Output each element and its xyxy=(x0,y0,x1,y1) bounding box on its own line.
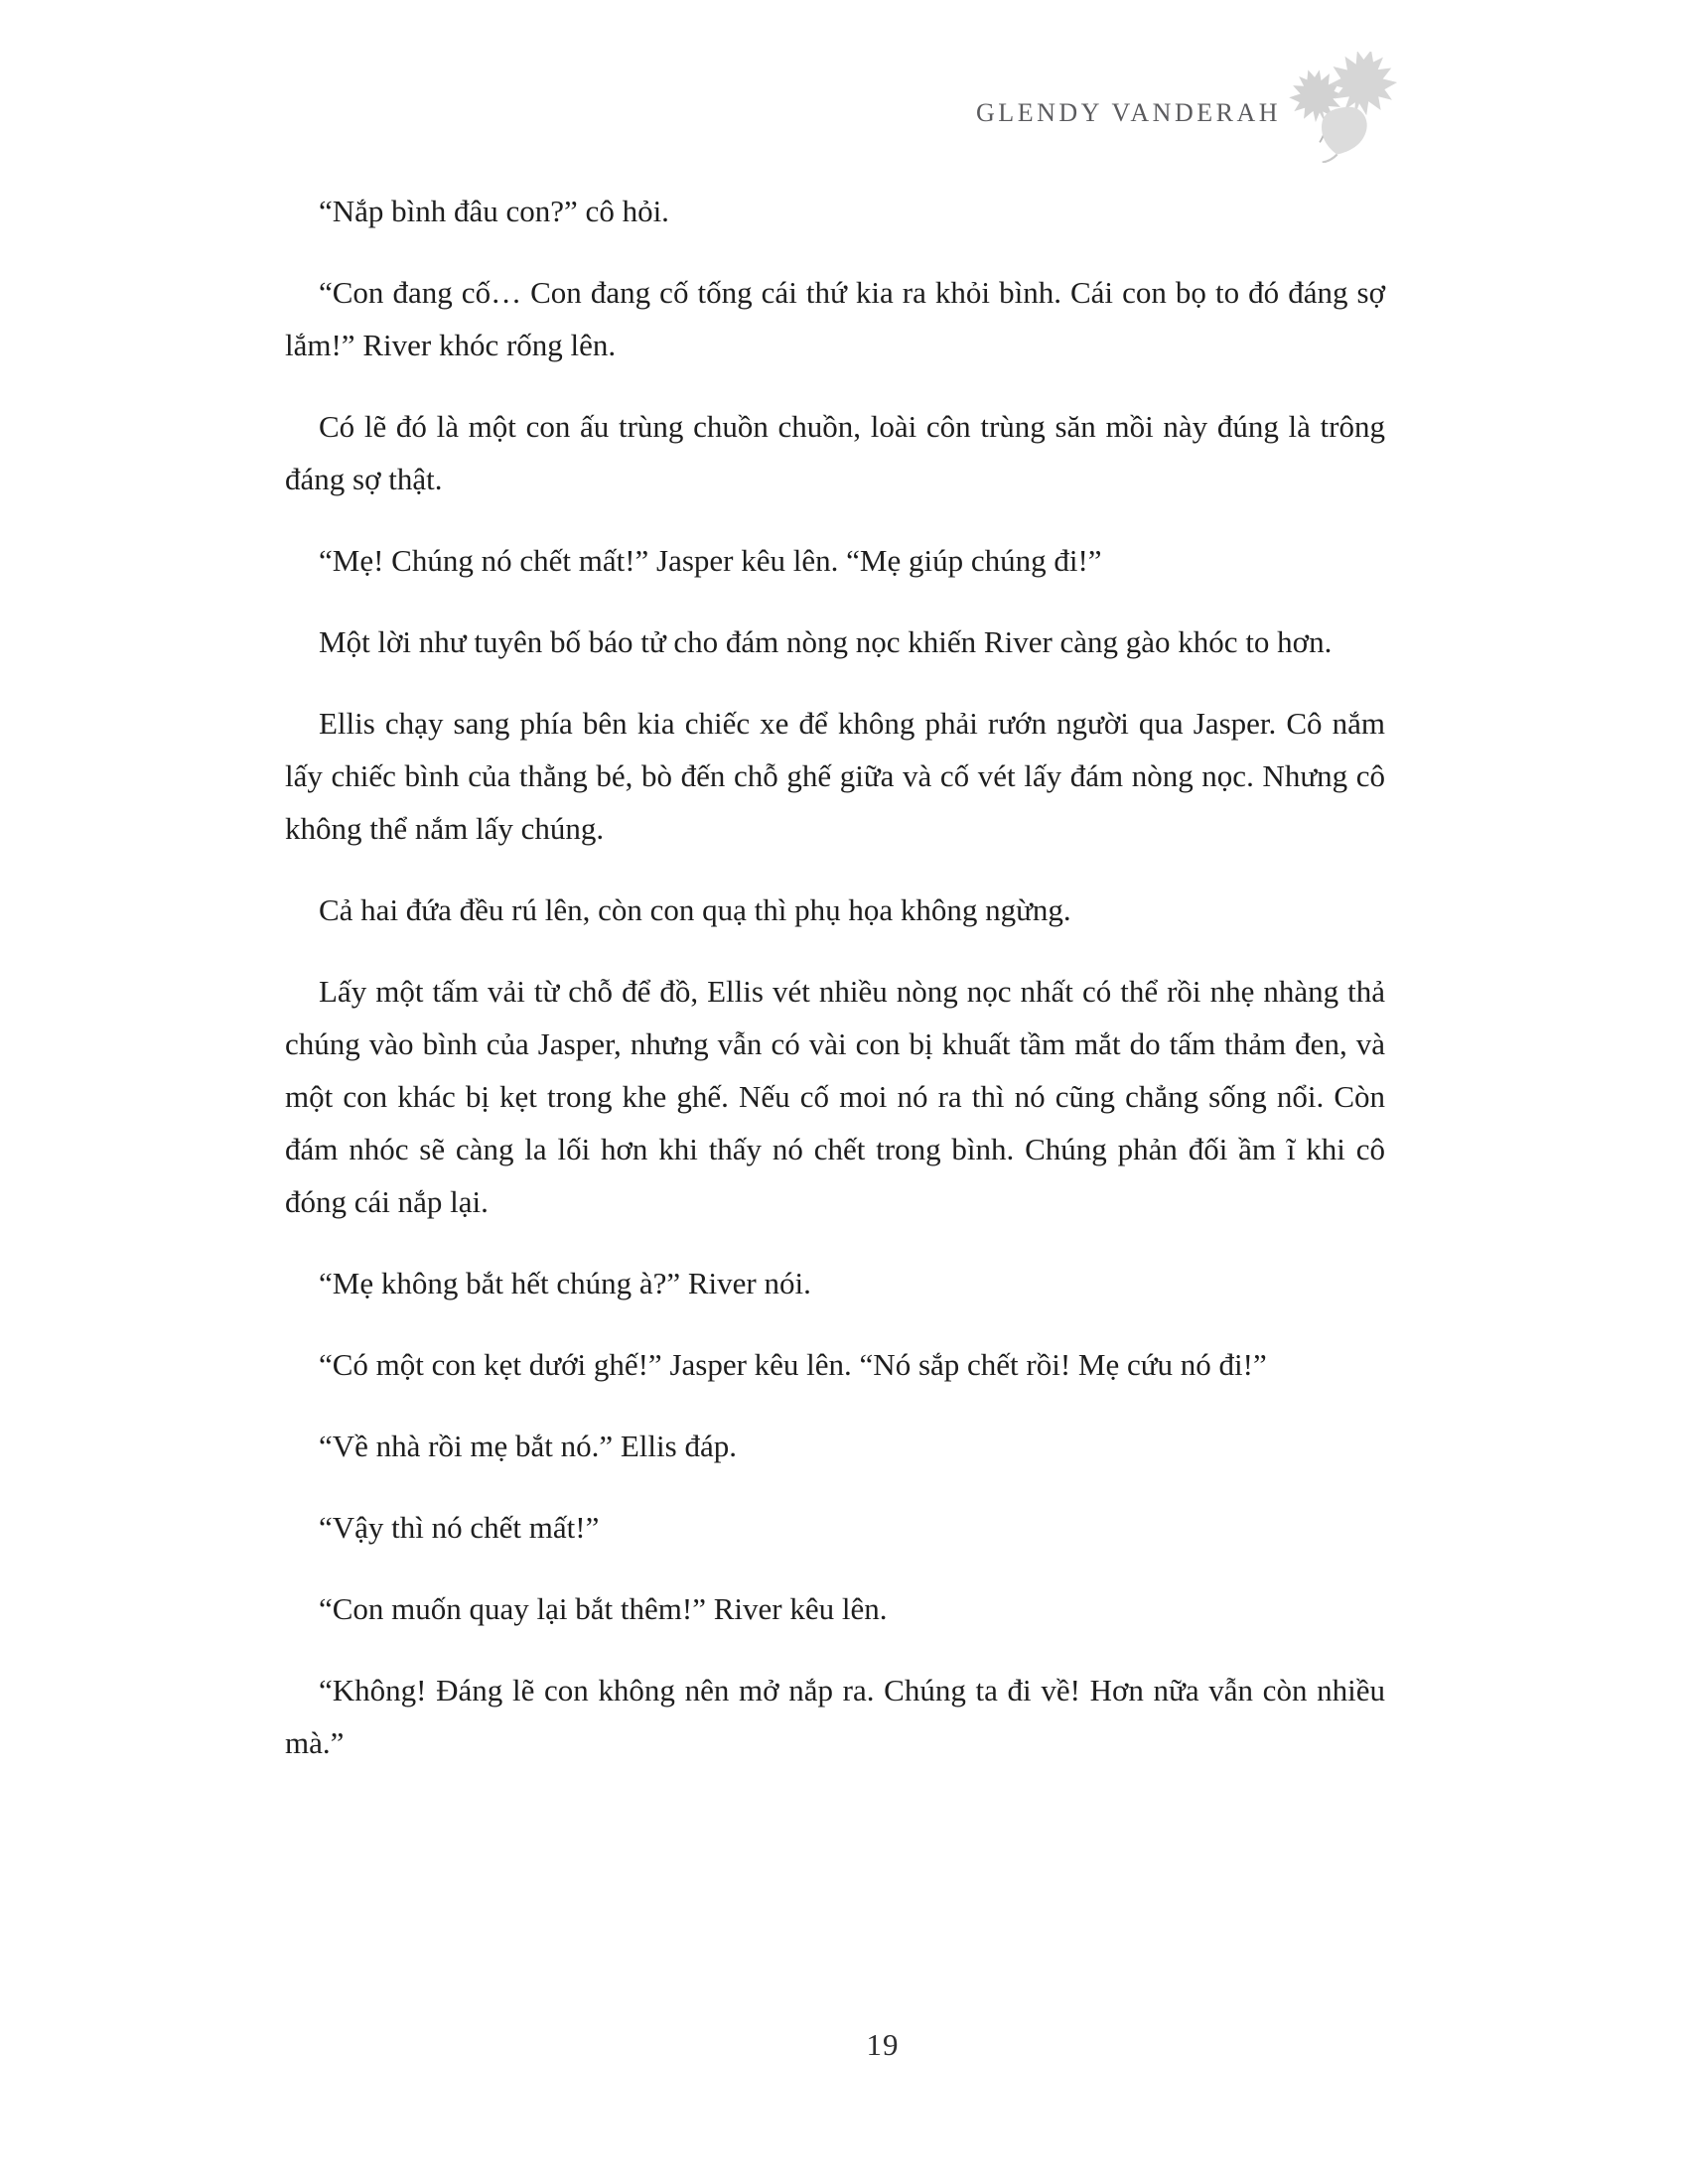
author-running-head: GLENDY VANDERAH xyxy=(976,98,1281,127)
paragraph: “Vậy thì nó chết mất!” xyxy=(319,1510,600,1545)
paragraph: Ellis chạy sang phía bên kia chiếc xe để không phải rướn người qua Jasper. Cô nắm lấy chiếc bình của thằng bé, bò đến chỗ ghế giữa và cố vét lấy đám nòng nọc. Nhưng cô không thể nắm lấy chúng. xyxy=(285,706,1385,846)
body-text xyxy=(285,185,1385,1769)
leaf-cluster-icon xyxy=(1285,52,1402,163)
paragraph: “Con muốn quay lại bắt thêm!” River kêu lên. xyxy=(319,1591,888,1626)
paragraph: “Không! Đáng lẽ con không nên mở nắp ra. Chúng ta đi về! Hơn nữa vẫn còn nhiều mà.” xyxy=(285,1673,1385,1760)
paragraph: “Con đang cố… Con đang cố tống cái thứ kia ra khỏi bình. Cái con bọ to đó đáng sợ lắm!” River khóc rống lên. xyxy=(285,275,1385,362)
paragraph: “Mẹ! Chúng nó chết mất!” Jasper kêu lên. “Mẹ giúp chúng đi!” xyxy=(319,543,1102,578)
paragraph: “Có một con kẹt dưới ghế!” Jasper kêu lên. “Nó sắp chết rồi! Mẹ cứu nó đi!” xyxy=(319,1347,1267,1382)
paragraph: “Nắp bình đâu con?” cô hỏi. xyxy=(319,194,669,228)
paragraph: “Mẹ không bắt hết chúng à?” River nói. xyxy=(319,1266,811,1300)
paragraph: Có lẽ đó là một con ấu trùng chuồn chuồn, loài côn trùng săn mồi này đúng là trông đáng sợ thật. xyxy=(285,409,1385,496)
paragraph: “Về nhà rồi mẹ bắt nó.” Ellis đáp. xyxy=(319,1429,737,1463)
paragraph: Lấy một tấm vải từ chỗ để đồ, Ellis vét nhiều nòng nọc nhất có thể rồi nhẹ nhàng thả chúng vào bình của Jasper, nhưng vẫn có vài con bị khuất tầm mắt do tấm thảm đen, và một con khác bị kẹt trong khe ghế. Nếu cố moi nó ra thì nó cũng chẳng sống nổi. Còn đám nhóc sẽ càng la lối hơn khi thấy nó chết trong bình. Chúng phản đối ầm ĩ khi cô đóng cái nắp lại. xyxy=(285,974,1385,1219)
paragraph: Cả hai đứa đều rú lên, còn con quạ thì phụ họa không ngừng. xyxy=(319,892,1071,927)
page-number: 19 xyxy=(866,2027,900,2062)
running-head xyxy=(976,52,1402,163)
page-footer xyxy=(0,2027,1688,2063)
paragraph: Một lời như tuyên bố báo tử cho đám nòng nọc khiến River càng gào khóc to hơn. xyxy=(319,624,1333,659)
